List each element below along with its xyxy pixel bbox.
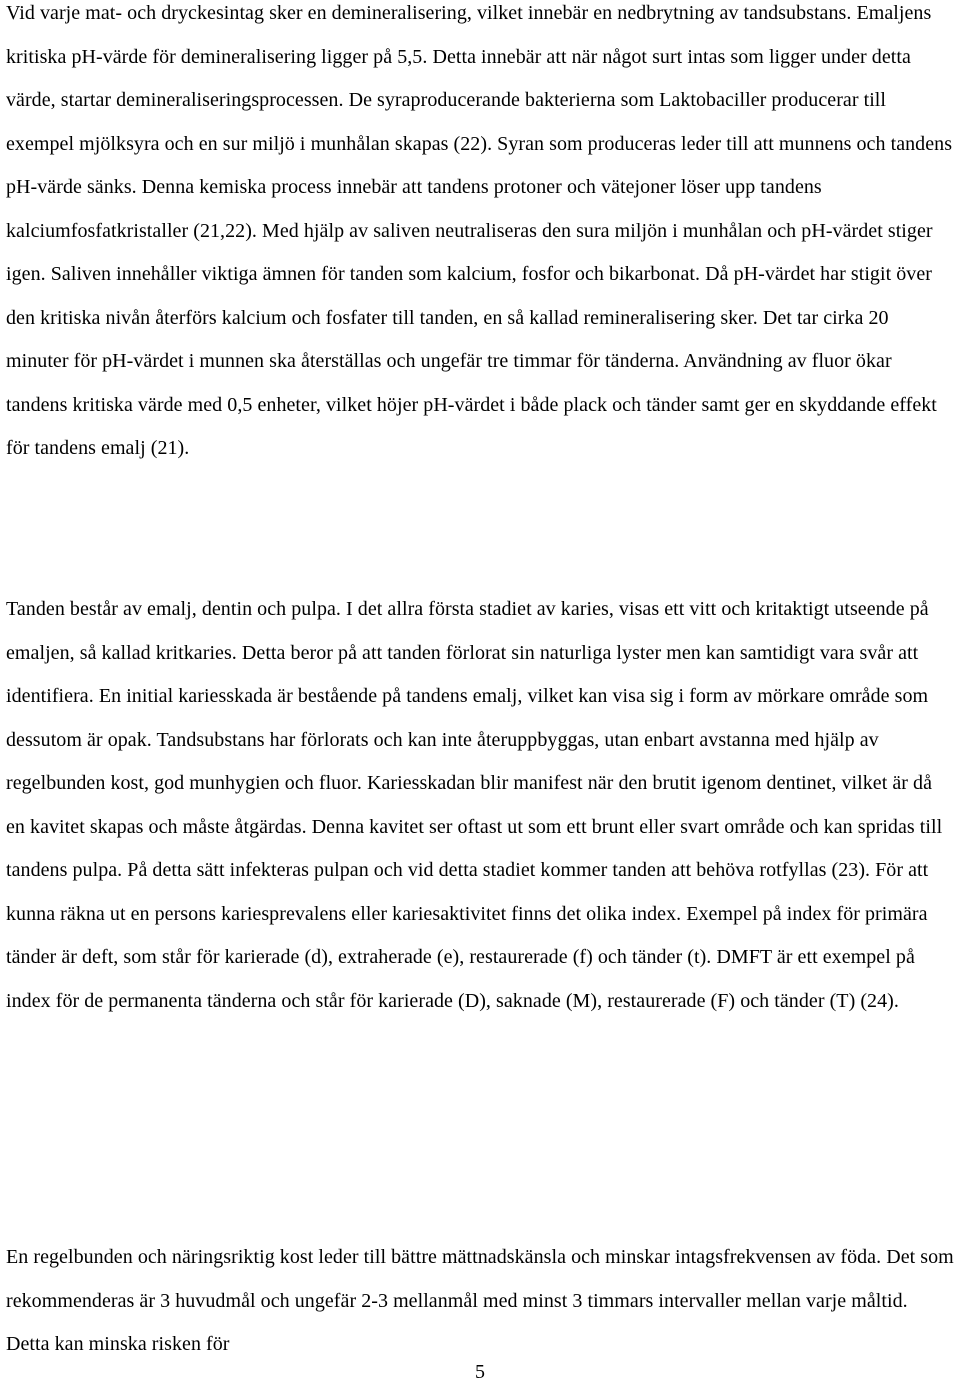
paragraph-karies: Tanden består av emalj, dentin och pulpa. I det allra första stadiet av karies, visas ett vitt och kritaktigt utseende på emaljen, så kallad kritkaries. Detta beror på att tanden förlorat sin naturliga lyster men kan samtidigt vara svår att identifiera. En initial kariesskada är bestående på tandens emalj, vilket kan visa sig i form av mörkare område som dessutom är opak. Tandsubstans har förlorats och kan inte återuppbyggas, utan enbart avstanna med hjälp av regelbunden kost, god munhygien och fluor. Kariesskadan blir manifest när den brutit igenom dentinet, vilket är då en kavitet skapas och måste åtgärdas. Denna kavitet ser oftast ut som ett brunt eller svart område och kan spridas till tandens pulpa. På detta sätt infekteras pulpan och vid detta stadiet kommer tanden att behöva rotfyllas (23). För att kunna räkna ut en persons kariesprevalens eller kariesaktivitet finns det olika index. Exempel på index för primära tänder är deft, som står för karierade (d), extraherade (e), restaurerade (f) och tänder (t). DMFT är ett exempel på index för de permanenta tänderna och står för karierade (D), saknade (M), restaurerade (F) och tänder (T) (24). [6, 598, 943, 1012]
paragraph-kost: En regelbunden och näringsriktig kost leder till bättre mättnadskänsla och minskar intagsfrekvensen av föda. Det som rekommenderas är 3 huvudmål och ungefär 2-3 mellanmål med minst 3 timmars intervaller mellan varje måltid. Detta kan minska risken för [6, 1246, 954, 1355]
page-number: 5 [475, 1361, 485, 1383]
paragraph-demineralisering: Vid varje mat- och dryckesintag sker en demineralisering, vilket innebär en nedbrytning av tandsubstans. Emaljens kritiska pH-värde för demineralisering ligger på 5,5. Detta innebär att när något surt intas som ligger under detta värde, startar demineraliseringsprocessen. De syraproducerande bakterierna som Laktobaciller producerar till exempel mjölksyra och en sur miljö i munhålan skapas (22). Syran som produceras leder till att munnens och tandens pH-värde sänks. Denna kemiska process innebär att tandens protoner och vätejoner löser upp tandens kalciumfosfatkristaller (21,22). Med hjälp av saliven neutraliseras den sura miljön i munhålan och pH-värdet stiger igen. Saliven innehåller viktiga ämnen för tanden som kalcium, fosfor och bikarbonat. Då pH-värdet har stigit över den kritiska nivån återförs kalcium och fosfater till tanden, en så kallad remineralisering sker. Det tar cirka 20 minuter för pH-värdet i munnen ska återställas och ungefär tre timmar för tänderna. Användning av fluor ökar tandens kritiska värde med 0,5 enheter, vilket höjer pH-värdet i både plack och tänder samt ger en skyddande effekt för tandens emalj (21). [6, 2, 953, 459]
